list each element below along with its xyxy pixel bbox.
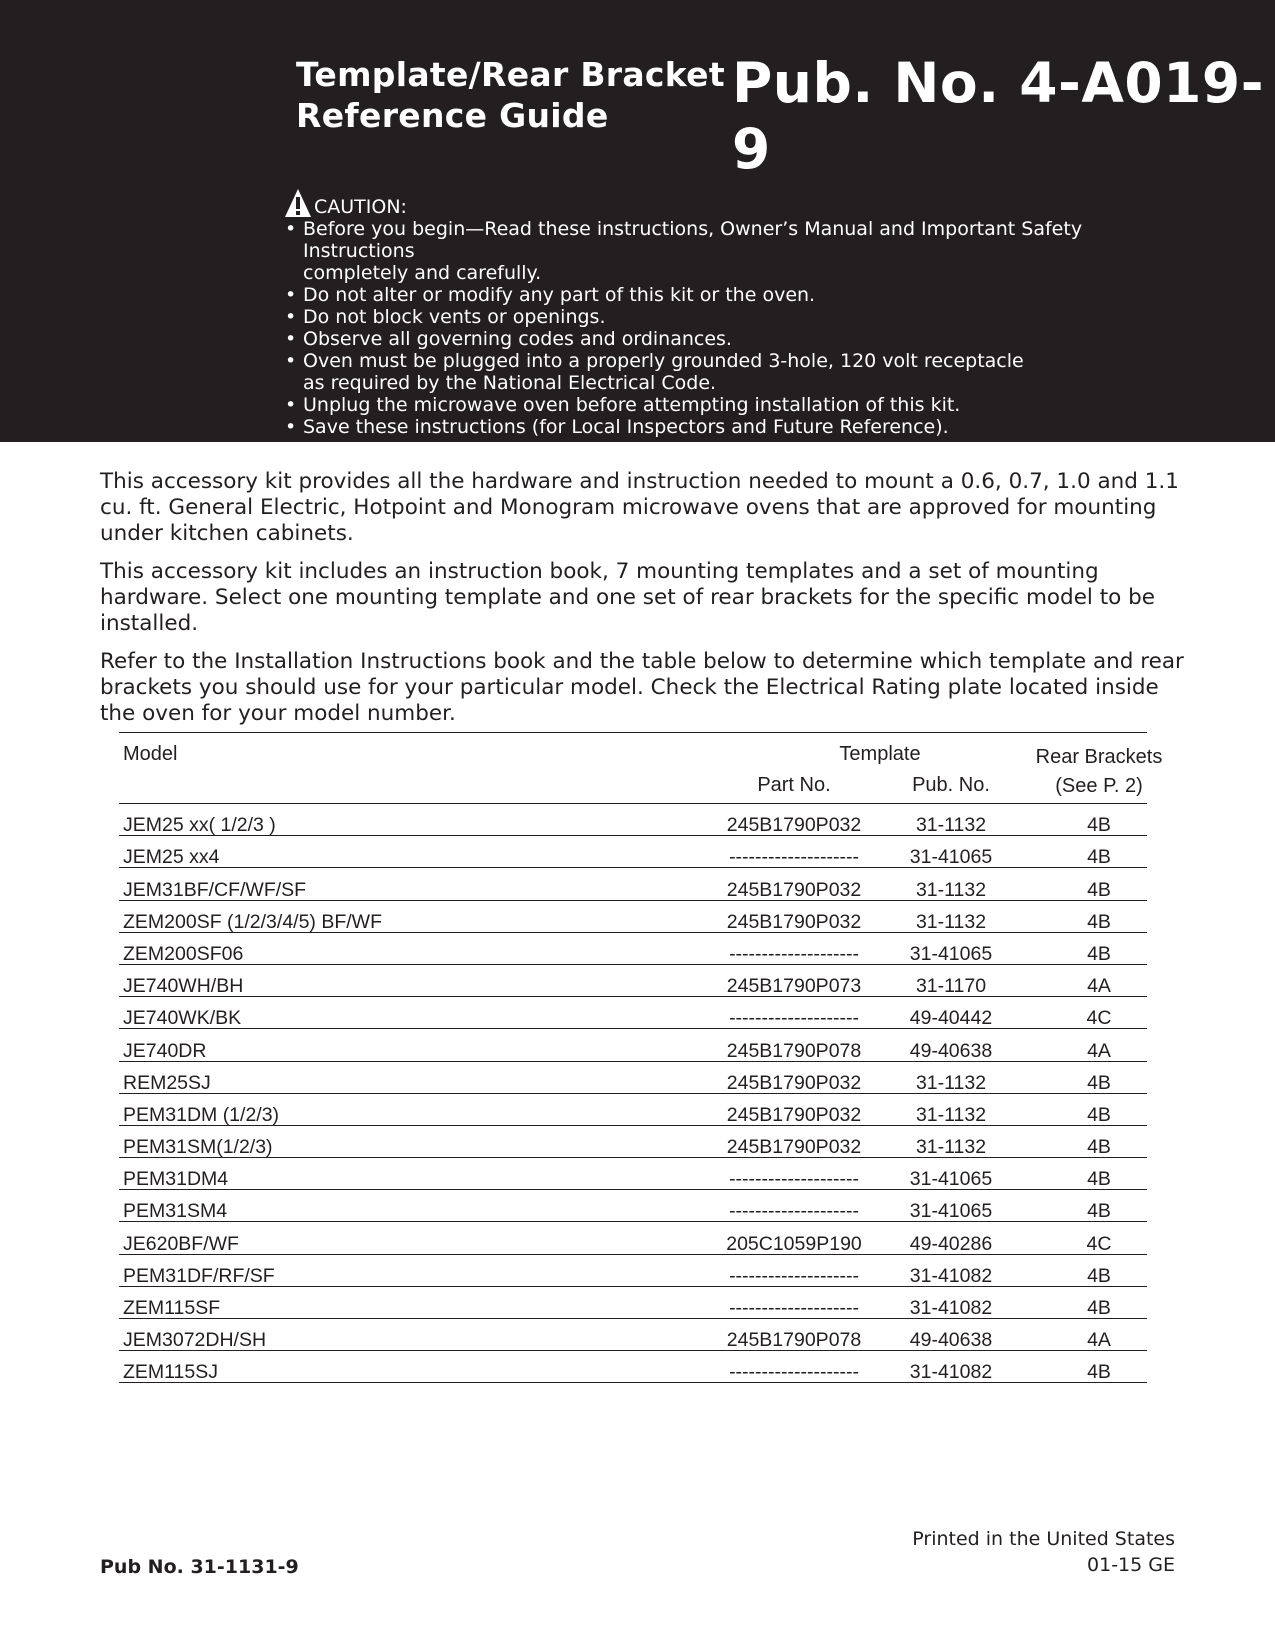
reference-table: [119, 732, 1163, 1384]
caution-label: CAUTION:: [314, 196, 407, 218]
cell-model: JEM25 xx4: [123, 846, 220, 869]
cell-rear-brackets: 4B: [1087, 942, 1111, 965]
caution-list: [284, 218, 1184, 438]
cell-model: PEM31SM(1/2/3): [123, 1136, 273, 1159]
cell-model: ZEM200SF06: [123, 942, 244, 965]
table-row: [119, 1029, 1147, 1061]
cell-rear-brackets: 4B: [1087, 910, 1111, 933]
table-row: [119, 933, 1147, 965]
title-line-2: Reference Guide: [296, 96, 609, 135]
caution-item: • Do not alter or modify any part of this kit or the oven.: [284, 284, 1184, 306]
table-row: [119, 901, 1147, 933]
cell-part-no: 205C1059P190: [726, 1232, 862, 1255]
table-body: [119, 804, 1147, 1383]
cell-pub-no: 49-40638: [909, 1039, 993, 1062]
cell-pub-no: 31-41065: [909, 1168, 993, 1191]
cell-pub-no: 49-40442: [909, 1007, 993, 1030]
cell-pub-no: 31-41065: [909, 846, 993, 869]
cell-pub-no: 31-1132: [915, 1103, 987, 1126]
table-row: [119, 1126, 1147, 1158]
table-row: [119, 1158, 1147, 1190]
cell-part-no: 245B1790P078: [726, 1329, 862, 1352]
header-pub-no: Pub. No.: [912, 774, 990, 796]
cell-model: JE740WK/BK: [123, 1007, 242, 1030]
caution-item: • Do not block vents or openings.: [284, 306, 1184, 328]
table-header: [119, 733, 1163, 804]
cell-part-no: --------------------: [729, 1297, 859, 1319]
cell-part-no: 245B1790P032: [726, 1103, 862, 1126]
cell-pub-no: 31-1132: [915, 814, 987, 837]
cell-pub-no: 31-41082: [909, 1264, 993, 1287]
cell-part-no: 245B1790P032: [726, 1136, 862, 1159]
print-code: 01-15 GE: [1087, 1554, 1175, 1576]
cell-pub-no: 31-1170: [915, 975, 987, 998]
header-model: Model: [123, 743, 178, 765]
cell-model: PEM31DF/RF/SF: [123, 1264, 275, 1287]
cell-model: REM25SJ: [123, 1071, 211, 1094]
cell-part-no: --------------------: [729, 1361, 859, 1384]
caution-item: • Observe all governing codes and ordinances.: [284, 328, 1184, 350]
cell-pub-no: 49-40638: [909, 1329, 993, 1352]
table-row: [119, 1287, 1147, 1319]
cell-rear-brackets: 4C: [1086, 1232, 1112, 1255]
cell-model: JEM3072DH/SH: [123, 1329, 267, 1352]
footer-pub-number: Pub No. 31-1131-9: [100, 1556, 299, 1578]
table-row: [119, 1190, 1147, 1222]
footer-printed: [860, 1526, 1175, 1578]
cell-model: ZEM115SF: [123, 1297, 221, 1319]
printed-location: Printed in the United States: [912, 1528, 1175, 1550]
caution-item: • Unplug the microwave oven before attempting installation of this kit.: [284, 394, 1184, 416]
cell-pub-no: 31-1132: [915, 878, 987, 901]
cell-part-no: 245B1790P032: [726, 878, 862, 901]
table-row: [119, 997, 1147, 1029]
cell-pub-no: 31-41065: [909, 1200, 993, 1223]
title-line-1: Template/Rear Bracket: [296, 55, 725, 94]
table-row: [119, 1222, 1147, 1254]
cell-rear-brackets: 4B: [1087, 878, 1111, 901]
cell-model: JEM31BF/CF/WF/SF: [123, 878, 307, 901]
cell-part-no: 245B1790P073: [726, 975, 862, 998]
cell-part-no: --------------------: [729, 1200, 859, 1223]
cell-part-no: --------------------: [729, 1007, 859, 1030]
cell-rear-brackets: 4B: [1087, 1264, 1111, 1287]
header-rear-brackets: Rear Brackets (See P. 2): [1035, 746, 1163, 797]
cell-pub-no: 31-41082: [909, 1361, 993, 1384]
intro-text: [100, 469, 1190, 739]
table-row: [119, 1255, 1147, 1287]
publication-number: Pub. No. 4-A019-9: [732, 51, 1265, 181]
cell-pub-no: 31-1132: [915, 1136, 987, 1159]
cell-part-no: 245B1790P032: [726, 814, 862, 837]
header-part-no: Part No.: [757, 774, 831, 796]
cell-model: JEM25 xx( 1/2/3 ): [123, 814, 276, 837]
cell-rear-brackets: 4A: [1087, 975, 1111, 998]
cell-pub-no: 31-1132: [915, 910, 987, 933]
cell-part-no: 245B1790P032: [726, 1071, 862, 1094]
table-row: [119, 1094, 1147, 1126]
cell-rear-brackets: 4B: [1087, 846, 1111, 869]
warning-icon: [284, 188, 312, 218]
cell-rear-brackets: 4B: [1087, 1071, 1111, 1094]
cell-rear-brackets: 4B: [1087, 1168, 1111, 1191]
cell-rear-brackets: 4B: [1087, 814, 1111, 837]
cell-model: PEM31DM4: [123, 1168, 229, 1191]
header-banner: [0, 0, 1275, 442]
cell-pub-no: 31-41065: [909, 942, 993, 965]
intro-paragraph-2: This accessory kit includes an instruction book, 7 mounting templates and a set of mounting hardware. Select one mounting template and one set of rear brackets for the specific model to be installed.: [100, 559, 1156, 636]
cell-rear-brackets: 4B: [1087, 1200, 1111, 1223]
table-row: [119, 1351, 1147, 1383]
cell-model: ZEM115SJ: [123, 1361, 219, 1384]
caution-block: [284, 188, 1184, 438]
cell-part-no: --------------------: [729, 1168, 859, 1191]
table-row: [119, 965, 1147, 997]
cell-pub-no: 31-1132: [915, 1071, 987, 1094]
cell-pub-no: 49-40286: [909, 1232, 993, 1255]
intro-paragraph-3: Refer to the Installation Instructions book and the table below to determine which template and rear brackets you should use for your particular model. Check the Electrical Rating plate located inside the oven for your model number.: [100, 649, 1184, 726]
cell-part-no: 245B1790P078: [726, 1039, 862, 1062]
cell-part-no: --------------------: [729, 1264, 859, 1287]
cell-model: PEM31SM4: [123, 1200, 228, 1223]
cell-model: ZEM200SF (1/2/3/4/5) BF/WF: [123, 910, 382, 933]
cell-part-no: 245B1790P032: [726, 910, 862, 933]
cell-rear-brackets: 4B: [1087, 1361, 1111, 1384]
cell-model: PEM31DM (1/2/3): [123, 1103, 280, 1126]
caution-item: • Oven must be plugged into a properly grounded 3-hole, 120 volt receptacle as required by the National Electrical Code.: [284, 350, 1184, 394]
cell-part-no: --------------------: [729, 846, 859, 869]
table-row: [119, 836, 1147, 868]
table-row: [119, 1319, 1147, 1351]
table-row: [119, 804, 1147, 836]
caution-item: • Save these instructions (for Local Inspectors and Future Reference).: [284, 416, 1184, 438]
cell-rear-brackets: 4B: [1087, 1136, 1111, 1159]
cell-model: JE620BF/WF: [123, 1232, 239, 1255]
cell-rear-brackets: 4A: [1087, 1039, 1111, 1062]
cell-rear-brackets: 4B: [1087, 1297, 1111, 1319]
cell-pub-no: 31-41082: [909, 1297, 993, 1319]
cell-rear-brackets: 4B: [1087, 1103, 1111, 1126]
table-row: [119, 868, 1147, 900]
header-template: Template: [839, 743, 921, 765]
intro-paragraph-1: This accessory kit provides all the hardware and instruction needed to mount a 0.6, 0.7, 1.0 and 1.1 cu. ft. General Electric, Hotpoint and Monogram microwave ovens that are approved for mounting under kitchen cabinets.: [100, 469, 1179, 546]
page-title: [296, 54, 725, 136]
caution-item: • Before you begin—Read these instructions, Owner’s Manual and Important Safety Instructions completely and carefully.: [284, 218, 1184, 284]
cell-rear-brackets: 4C: [1086, 1007, 1112, 1030]
cell-part-no: --------------------: [729, 942, 859, 965]
cell-model: JE740WH/BH: [123, 975, 244, 998]
table-row: [119, 1062, 1147, 1094]
cell-rear-brackets: 4A: [1087, 1329, 1111, 1352]
cell-model: JE740DR: [123, 1039, 207, 1062]
